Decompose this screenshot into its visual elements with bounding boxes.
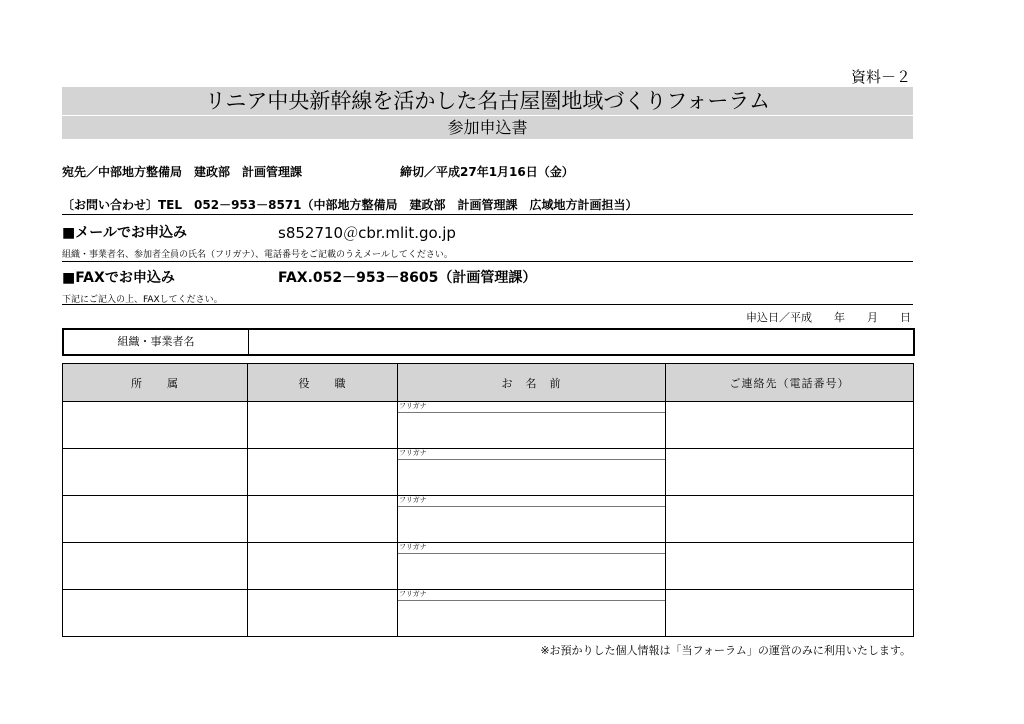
- column-header-position: 役 職: [248, 364, 398, 402]
- fax-number: FAX.052－953－8605（計画管理課）: [278, 270, 537, 286]
- participant-table: [62, 363, 914, 637]
- position-cell[interactable]: [248, 449, 398, 496]
- inquiry-line: 〔お問い合わせ〕TEL 052－953－8571（中部地方整備局 建政部 計画管理課 広域地方計画担当）: [62, 198, 638, 212]
- affiliation-cell[interactable]: [63, 543, 248, 590]
- divider: [62, 304, 913, 305]
- email-instruction: 組織・事業者名、参加者全員の氏名（フリガナ）、電話番号をご記載のうえメールしてください。: [62, 250, 453, 260]
- organization-label: 組織・事業者名: [64, 330, 249, 354]
- furigana-divider: [398, 459, 665, 460]
- privacy-note: ※お預かりした個人情報は「当フォーラム」の運営のみに利用いたします。: [540, 644, 911, 657]
- table-row: [63, 402, 914, 449]
- furigana-divider: [398, 412, 665, 413]
- form-subtitle: 参加申込書: [62, 116, 913, 139]
- addressee: 宛先／中部地方整備局 建政部 計画管理課: [62, 165, 303, 179]
- furigana-divider: [398, 600, 665, 601]
- position-cell[interactable]: [248, 402, 398, 449]
- column-header-name: お 名 前: [398, 364, 666, 402]
- contact-cell[interactable]: [666, 449, 914, 496]
- affiliation-cell[interactable]: [63, 402, 248, 449]
- table-row: [63, 543, 914, 590]
- email-heading: ■メールでお申込み: [62, 225, 187, 241]
- affiliation-cell[interactable]: [63, 449, 248, 496]
- furigana-divider: [398, 506, 665, 507]
- contact-cell[interactable]: [666, 543, 914, 590]
- name-cell[interactable]: [398, 449, 666, 496]
- table-row: [63, 449, 914, 496]
- application-date: 申込日／平成 年 月 日: [746, 311, 911, 324]
- divider: [62, 261, 913, 262]
- contact-cell[interactable]: [666, 590, 914, 637]
- fax-heading: ■FAXでお申込み: [62, 270, 175, 286]
- column-header-affiliation: 所 属: [63, 364, 248, 402]
- name-cell[interactable]: [398, 543, 666, 590]
- deadline: 締切／平成27年1月16日（金）: [400, 165, 574, 179]
- affiliation-cell[interactable]: [63, 590, 248, 637]
- form-title: リニア中央新幹線を活かした名古屋圏地域づくりフォーラム: [62, 87, 913, 115]
- furigana-label: フリガナ: [399, 402, 427, 410]
- name-cell[interactable]: [398, 496, 666, 543]
- contact-cell[interactable]: [666, 496, 914, 543]
- name-cell[interactable]: [398, 402, 666, 449]
- contact-cell[interactable]: [666, 402, 914, 449]
- column-header-contact: ご連絡先（電話番号）: [666, 364, 914, 402]
- name-cell[interactable]: [398, 590, 666, 637]
- furigana-label: フリガナ: [399, 590, 427, 598]
- furigana-label: フリガナ: [399, 449, 427, 457]
- position-cell[interactable]: [248, 496, 398, 543]
- furigana-label: フリガナ: [399, 496, 427, 504]
- fax-instruction: 下記にご記入の上、FAXしてください。: [62, 295, 223, 305]
- furigana-label: フリガナ: [399, 543, 427, 551]
- position-cell[interactable]: [248, 543, 398, 590]
- organization-row: [62, 328, 915, 356]
- position-cell[interactable]: [248, 590, 398, 637]
- divider: [62, 214, 913, 215]
- table-row: [63, 496, 914, 543]
- table-row: [63, 590, 914, 637]
- table-header-row: [63, 364, 914, 402]
- furigana-divider: [398, 553, 665, 554]
- email-address: s852710＠cbr.mlit.go.jp: [278, 224, 456, 242]
- organization-input[interactable]: [250, 330, 913, 354]
- affiliation-cell[interactable]: [63, 496, 248, 543]
- document-reference: 資料－２: [850, 68, 911, 86]
